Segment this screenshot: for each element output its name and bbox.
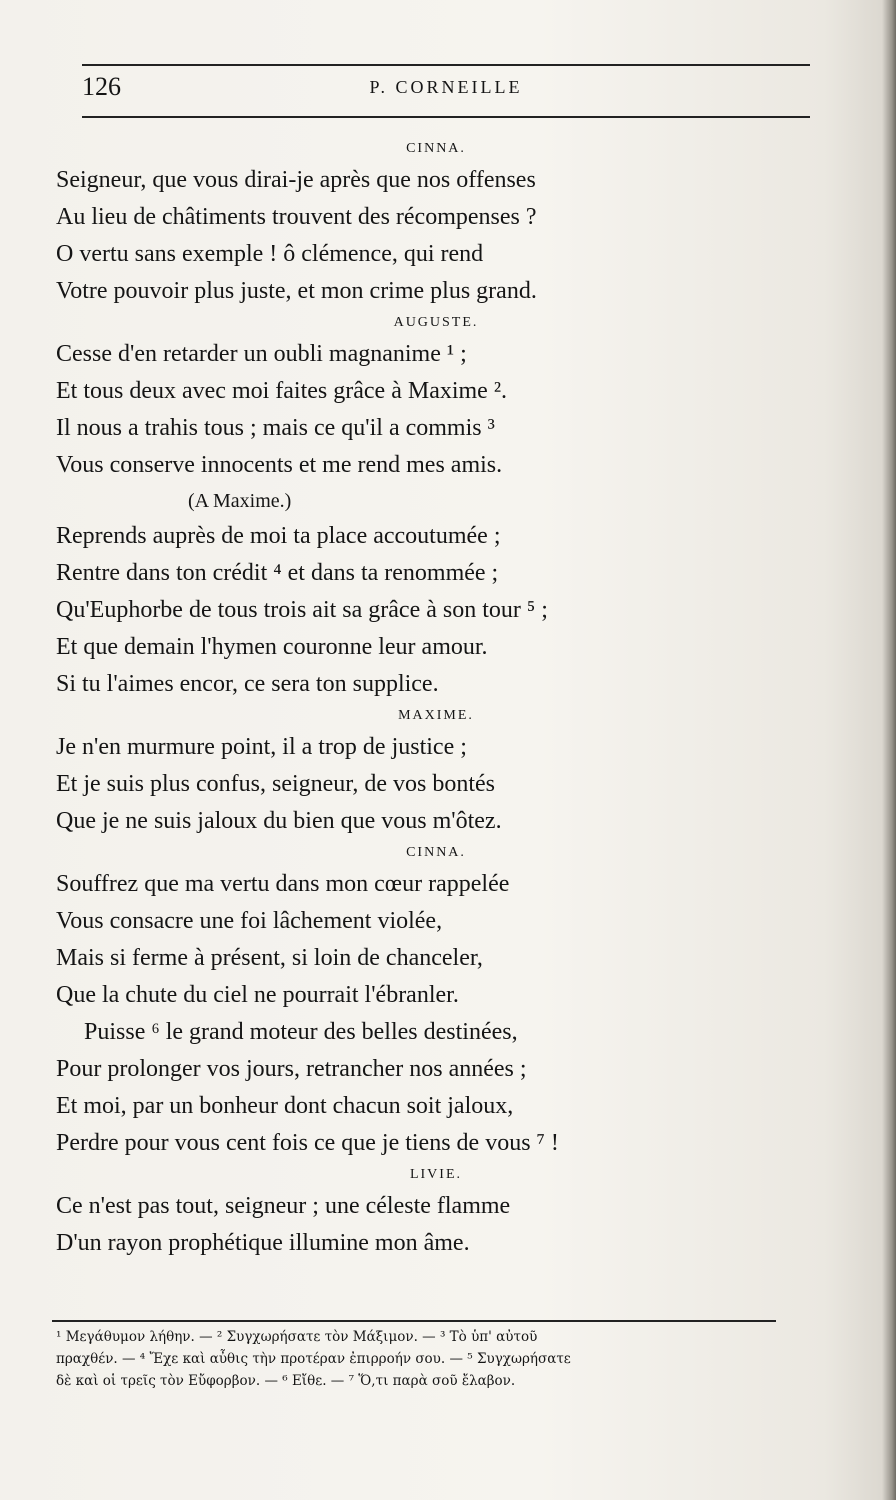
verse-line: Rentre dans ton crédit ⁴ et dans ta renommée ;: [56, 560, 499, 586]
footnote-line: δὲ καὶ οἱ τρεῖς τὸν Εὔφορβον. — ⁶ Εἴθε. — ⁷ Ὅ,τι παρὰ σοῦ ἔλαβον.: [56, 1373, 516, 1389]
verse-line: Et je suis plus confus, seigneur, de vos bontés: [56, 771, 495, 797]
verse-line: Mais si ferme à présent, si loin de chanceler,: [56, 945, 483, 971]
verse-line: Vous conserve innocents et me rend mes amis.: [56, 452, 503, 478]
verse-line: Seigneur, que vous dirai-je après que nos offenses: [56, 167, 536, 193]
verse-line: Votre pouvoir plus juste, et mon crime plus grand.: [56, 278, 537, 304]
speaker-name: MAXIME.: [398, 708, 474, 723]
verse-line: Si tu l'aimes encor, ce sera ton supplice.: [56, 671, 439, 697]
stage-direction: (A Maxime.): [188, 490, 292, 512]
verse-line: Au lieu de châtiments trouvent des récompenses ?: [56, 204, 537, 230]
speaker-name: AUGUSTE.: [393, 315, 479, 330]
verse-line: Souffrez que ma vertu dans mon cœur rappelée: [56, 871, 510, 897]
top-rule: [82, 64, 810, 66]
verse-line: Puisse ⁶ le grand moteur des belles destinées,: [84, 1019, 518, 1045]
header-rule: [82, 116, 810, 118]
verse-line: Pour prolonger vos jours, retrancher nos années ;: [56, 1056, 527, 1082]
verse-line: Que je ne suis jaloux du bien que vous m'ôtez.: [56, 808, 502, 834]
verse-line: Il nous a trahis tous ; mais ce qu'il a commis ³: [56, 415, 495, 441]
page-edge-shadow: [882, 0, 896, 1500]
speaker-name: CINNA.: [406, 141, 466, 156]
page-number: 126: [82, 72, 121, 101]
verse-line: Reprends auprès de moi ta place accoutumée ;: [56, 523, 501, 549]
verse-line: Ce n'est pas tout, seigneur ; une céleste flamme: [56, 1193, 511, 1219]
verse-line: Cesse d'en retarder un oubli magnanime ¹ ;: [56, 341, 467, 367]
verse-line: Je n'en murmure point, il a trop de justice ;: [56, 734, 467, 760]
page-header: [82, 72, 810, 108]
play-text: [56, 136, 816, 1262]
footnote-line: πραχθέν. — ⁴ Ἔχε καὶ αὖθις τὴν προτέραν ἐπιρροήν σου. — ⁵ Συγχωρήσατε: [56, 1351, 571, 1367]
speaker-name: CINNA.: [406, 845, 466, 860]
verse-line: O vertu sans exemple ! ô clémence, qui rend: [56, 241, 484, 267]
verse-line: D'un rayon prophétique illumine mon âme.: [56, 1230, 470, 1256]
verse-line: Et moi, par un bonheur dont chacun soit jaloux,: [56, 1093, 514, 1119]
verse-line: Et que demain l'hymen couronne leur amour.: [56, 634, 488, 660]
footnote-rule: [52, 1320, 776, 1322]
footnote-line: ¹ Μεγάθυμον λήθην. — ² Συγχωρήσατε τὸν Μάξιμον. — ³ Τὸ ὑπ' αὐτοῦ: [56, 1329, 538, 1345]
running-title: P. CORNEILLE: [369, 77, 523, 97]
footnotes: [56, 1326, 796, 1392]
verse-line: Et tous deux avec moi faites grâce à Maxime ².: [56, 378, 508, 404]
verse-line: Perdre pour vous cent fois ce que je tiens de vous ⁷ !: [56, 1130, 559, 1156]
verse-line: Vous consacre une foi lâchement violée,: [56, 908, 443, 934]
speaker-name: LIVIE.: [409, 1167, 463, 1182]
verse-line: Qu'Euphorbe de tous trois ait sa grâce à son tour ⁵ ;: [56, 597, 548, 623]
verse-line: Que la chute du ciel ne pourrait l'ébranler.: [56, 982, 459, 1008]
